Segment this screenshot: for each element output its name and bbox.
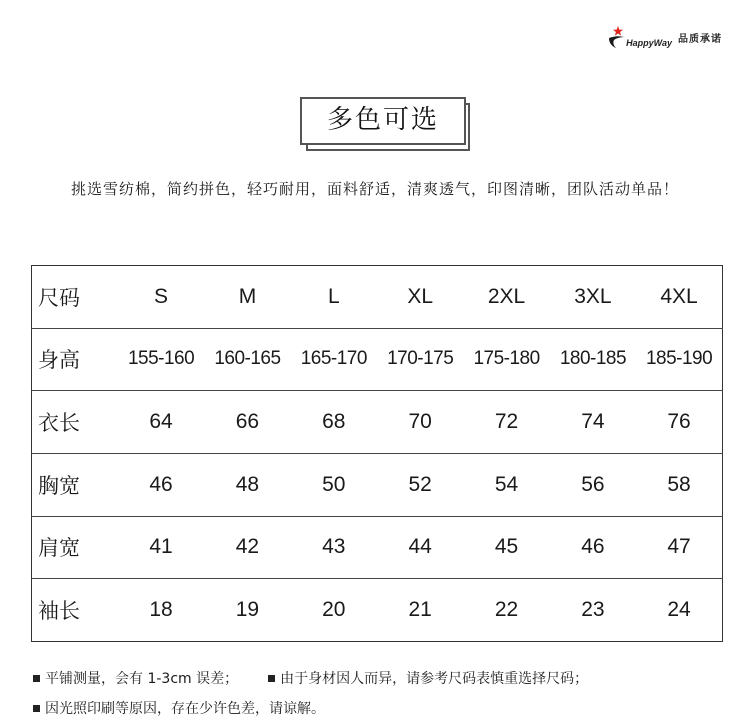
row-label: 衣长 — [32, 391, 118, 454]
row-label: 袖长 — [32, 579, 118, 642]
size-header: S — [154, 284, 169, 308]
table-cell: 155-160 — [118, 328, 204, 391]
table-cell: 24 — [636, 579, 722, 642]
table-row — [32, 516, 723, 579]
note-item — [33, 698, 325, 718]
table-cell: 20 — [291, 579, 377, 642]
size-header: M — [238, 284, 257, 308]
table-cell: 68 — [291, 391, 377, 454]
size-header: XL — [407, 284, 434, 308]
table-row — [32, 328, 723, 391]
table-cell: 175-180 — [463, 328, 549, 391]
table-cell: 47 — [636, 516, 722, 579]
table-header-row — [32, 266, 723, 329]
header-label: 尺码 — [38, 285, 80, 310]
row-label: 肩宽 — [32, 516, 118, 579]
logo-mark-icon — [608, 26, 626, 48]
table-row — [32, 453, 723, 516]
logo-swoosh-icon — [609, 36, 624, 48]
size-chart-table — [31, 265, 723, 642]
table-cell: 64 — [118, 391, 204, 454]
row-label: 身高 — [32, 328, 118, 391]
notes-section — [33, 663, 618, 723]
square-bullet-icon — [268, 675, 275, 682]
table-cell: 165-170 — [291, 328, 377, 391]
table-cell: 21 — [377, 579, 463, 642]
table-cell: 76 — [636, 391, 722, 454]
note-text: 由于身材因人而异，请参考尺码表慎重选择尺码； — [280, 671, 589, 687]
size-header: 4XL — [660, 284, 698, 308]
table-row — [32, 579, 723, 642]
note-text: 平铺测量，会有 1-3cm 误差； — [45, 671, 239, 687]
table-cell: 160-165 — [204, 328, 290, 391]
table-cell: 44 — [377, 516, 463, 579]
table-cell: 48 — [204, 453, 290, 516]
row-label: 胸宽 — [32, 453, 118, 516]
title-frame — [300, 97, 472, 153]
brand-name: HappyWay — [626, 38, 672, 48]
happyway-logo — [608, 26, 672, 48]
page-title: 多色可选 — [326, 105, 439, 135]
table-cell: 54 — [463, 453, 549, 516]
table-cell: 22 — [463, 579, 549, 642]
table-cell: 43 — [291, 516, 377, 579]
logo-star-icon — [613, 26, 623, 36]
notes-line — [33, 693, 618, 723]
table-cell: 18 — [118, 579, 204, 642]
table-cell: 170-175 — [377, 328, 463, 391]
product-description: 挑选雪纺棉，简约拼色，轻巧耐用，面料舒适，清爽透气，印图清晰，团队活动单品！ — [70, 180, 679, 198]
table-cell: 74 — [550, 391, 636, 454]
note-text: 因光照印刷等原因，存在少许色差，请谅解。 — [45, 701, 325, 717]
note-item — [33, 668, 238, 688]
square-bullet-icon — [33, 675, 40, 682]
size-header: 2XL — [487, 284, 526, 308]
size-header: 3XL — [574, 284, 612, 308]
brand-slogan: 品质承诺 — [678, 33, 722, 45]
table-cell: 72 — [463, 391, 549, 454]
table-cell: 19 — [204, 579, 290, 642]
table-cell: 45 — [463, 516, 549, 579]
note-item — [268, 668, 588, 688]
table-cell: 52 — [377, 453, 463, 516]
table-cell: 56 — [550, 453, 636, 516]
table-cell: 180-185 — [550, 328, 636, 391]
table-cell: 46 — [550, 516, 636, 579]
table-cell: 185-190 — [636, 328, 722, 391]
table-cell: 58 — [636, 453, 722, 516]
brand-header — [608, 26, 722, 48]
size-header: L — [327, 284, 340, 308]
table-cell: 66 — [204, 391, 290, 454]
table-cell: 42 — [204, 516, 290, 579]
table-cell: 23 — [550, 579, 636, 642]
table-cell: 46 — [118, 453, 204, 516]
table-cell: 50 — [291, 453, 377, 516]
notes-line — [33, 663, 618, 693]
table-cell: 41 — [118, 516, 204, 579]
square-bullet-icon — [33, 705, 40, 712]
table-row — [32, 391, 723, 454]
table-cell: 70 — [377, 391, 463, 454]
